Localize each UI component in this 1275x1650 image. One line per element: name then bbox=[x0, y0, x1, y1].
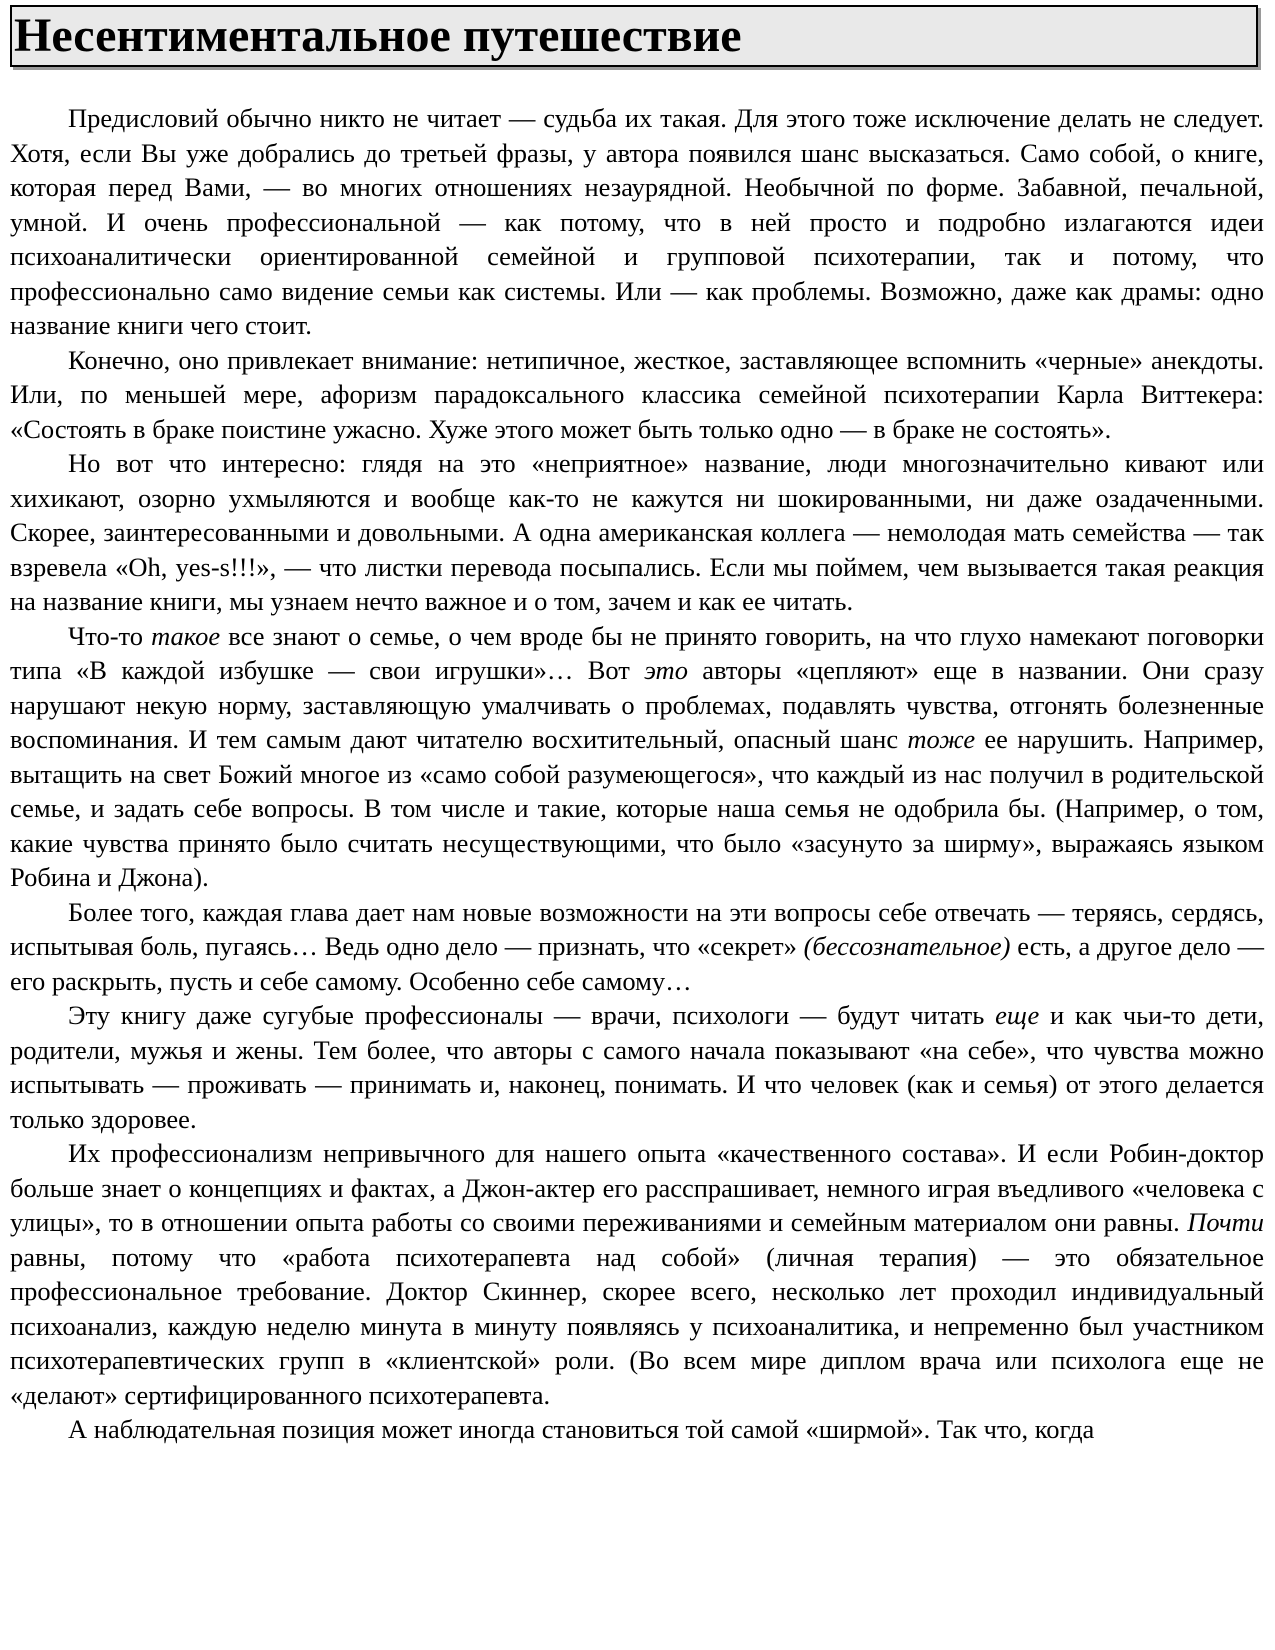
paragraph bbox=[10, 343, 1264, 447]
paragraph-text: Но вот что интересно: глядя на это «неприятное» название, люди многозначительно кивают или хихикают, озорно ухмыляются и вообще как-то не кажутся ни шокированными, ни даже озадаченными. Скорее, заинтересованными и довольными. А одна американская коллега — немолодая мать семейства — так взревела «Oh, yes-s!!!», — что листки перевода посыпались. Если мы поймем, чем вызывается такая реакция на название книги, мы узнаем нечто важное и о том, зачем и как ее читать. bbox=[10, 448, 1264, 616]
paragraph bbox=[10, 446, 1264, 619]
paragraph bbox=[10, 1412, 1264, 1447]
paragraph-text: равны, потому что «работа психотерапевта над собой» (личная терапия) — это обязательное профессиональное требование. Доктор Скиннер, скорее всего, несколько лет проходил индивидуальный психоанализ, каждую неделю минута в минуту появляясь у психоаналитика, и непременно был участником психотерапевтических групп в «клиентской» роли. (Во всем мире диплом врача или психолога еще не «делают» сертифицированного психотерапевта. bbox=[10, 1241, 1264, 1410]
paragraph-text: и как чьи-то дети, родители, мужья и жены. Тем более, что авторы с самого начала показывают «на себе», что чувства можно испытывать — проживать — принимать и, наконец, понимать. И что человек (как и семья) от этого делается только здоровее. bbox=[10, 1000, 1264, 1134]
paragraph-text: Их профессионализм непривычного для нашего опыта «качественного состава». И если Робин-доктор больше знает о концепциях и фактах, а Джон-актер его расспрашивает, немного играя въедливого «человека с улицы», то в отношении опыта работы со своими переживаниями и семейным материалом они равны. bbox=[10, 1138, 1264, 1237]
body-text bbox=[10, 101, 1264, 1447]
italic-text: это bbox=[644, 655, 688, 685]
page-title: Несентиментальное путешествие bbox=[14, 9, 742, 62]
paragraph-text: Эту книгу даже сугубые профессионалы — врачи, психологи — будут читать bbox=[68, 1000, 996, 1030]
italic-text: такое bbox=[151, 620, 221, 651]
paragraph bbox=[10, 619, 1264, 895]
paragraph-text: Более того, каждая глава дает нам новые возможности на эти вопросы себе отвечать — теряясь, сердясь, испытывая боль, пугаясь… Ведь одно дело — признать, что «секрет» bbox=[10, 896, 1264, 961]
document-page bbox=[10, 5, 1265, 1650]
italic-text: (бессознательное) bbox=[803, 931, 1011, 961]
paragraph-text: авторы «цепляют» еще в названии. Они сразу нарушают некую норму, заставляющую умалчивать о проблемах, подавлять чувства, отгонять болезненные воспоминания. И тем самым дают читателю восхитительный, опасный шанс bbox=[10, 655, 1264, 754]
paragraph-text: Что-то bbox=[68, 620, 152, 651]
paragraph-text: А наблюдательная позиция может иногда становиться той самой «ширмой». Так что, когда bbox=[68, 1414, 1095, 1444]
paragraph-text: есть, а другое дело — его раскрыть, пусть и себе самому. Особенно себе самому… bbox=[10, 931, 1264, 996]
italic-text: еще bbox=[995, 1000, 1040, 1030]
paragraph-text: ее нарушить. Например, вытащить на свет Божий многое из «само собой разумеющегося», что каждый из нас получил в родительской семье, и задать себе вопросы. В том числе и такие, которые наша семья не одобрила бы. (Например, о том, какие чувства принято было считать несуществующими, что было «засунуто за ширму», выражаясь языком Робина и Джона). bbox=[10, 724, 1264, 892]
paragraph bbox=[10, 998, 1264, 1136]
title-banner bbox=[10, 5, 1258, 67]
paragraph-text: Предисловий обычно никто не читает — судьба их такая. Для этого тоже исключение делать не следует. Хотя, если Вы уже добрались до третьей фразы, у автора появился шанс высказаться. Само собой, о книге, которая перед Вами, — во многих отношениях незаурядной. Необычной по форме. Забавной, печальной, умной. И очень профессиональной — как потому, что в ней просто и подробно излагаются идеи психоаналитически ориентированной семейной и групповой психотерапии, так и потому, что профессионально само видение семьи как системы. Или — как проблемы. Возможно, даже как драмы: одно название книги чего стоит. bbox=[10, 103, 1264, 340]
paragraph-text: все знают о семье, о чем вроде бы не принято говорить, на что глухо намекают поговорки типа «В каждой избушке — свои игрушки»… Вот bbox=[10, 620, 1264, 685]
paragraph-text: Конечно, оно привлекает внимание: нетипичное, жесткое, заставляющее вспомнить «черные» анекдоты. Или, по меньшей мере, афоризм парадоксального классика семейной психотерапии Карла Виттекера: «Состоять в браке поистине ужасно. Хуже этого может быть только одно — в браке не состоять». bbox=[10, 344, 1264, 444]
italic-text: Почти bbox=[1187, 1207, 1264, 1237]
italic-text: тоже bbox=[907, 724, 976, 754]
paragraph bbox=[10, 101, 1264, 343]
paragraph bbox=[10, 895, 1264, 999]
paragraph bbox=[10, 1136, 1264, 1412]
